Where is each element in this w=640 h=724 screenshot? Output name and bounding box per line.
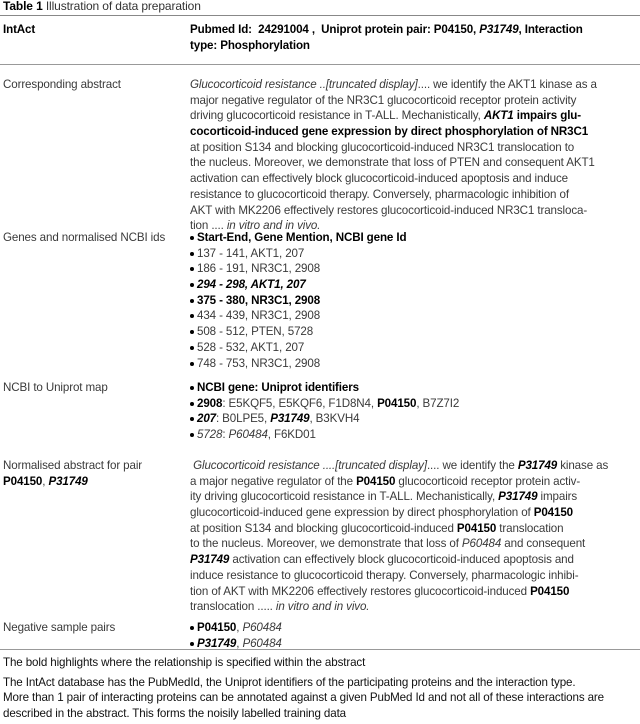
bullet-icon (190, 314, 194, 318)
text-segment: translocation ..... (190, 600, 276, 614)
text-line (3, 474, 188, 490)
text-line (190, 458, 640, 474)
text-segment: in vitro and in vivo. (226, 219, 321, 233)
text-segment: translocation (496, 521, 564, 535)
text-segment: P60484 (461, 537, 502, 551)
footnote: The IntAct database has the PubMedId, the Uniprot identifiers of the participating proteins and the interaction type. (3, 675, 576, 689)
bullet-icon (190, 362, 194, 366)
bullet-icon (190, 236, 194, 240)
row-content (190, 77, 640, 234)
bullet-item (190, 411, 640, 427)
text-line (3, 620, 188, 636)
text-segment: , (42, 474, 49, 488)
text-segment: P31749 (479, 23, 519, 36)
bullet-icon (190, 626, 194, 630)
text-segment: P31749 (48, 474, 88, 488)
text-segment: type: Phosphorylation (190, 38, 310, 52)
text-segment: activation can effectively block glucocorticoid-induced apoptosis and (229, 553, 574, 567)
text-segment: a major negative regulator of the (190, 474, 357, 488)
text-line (190, 474, 640, 490)
bullet-item (190, 246, 640, 262)
text-line (190, 203, 640, 219)
text-line (3, 22, 188, 38)
text-segment: P31749 (197, 636, 237, 650)
text-line (190, 171, 640, 187)
text-segment: and consequent (501, 537, 586, 551)
text-segment: the nucleus. Moreover, we demonstrate that loss of PTEN and consequent AKT1 (190, 156, 595, 170)
text-segment: , (236, 621, 243, 634)
text-line (190, 552, 640, 568)
bullet-icon (190, 252, 194, 256)
text-line (190, 521, 640, 537)
text-line (190, 505, 640, 521)
text-segment: 207 (197, 412, 216, 426)
top-rule (0, 15, 640, 16)
text-segment: Genes and normalised NCBI ids (3, 231, 166, 244)
text-segment: kinase as (557, 459, 609, 472)
text-segment: P04150 (3, 474, 43, 488)
text-line (190, 140, 640, 156)
footnotes (3, 655, 640, 722)
bullet-item (190, 396, 640, 412)
text-segment: 137 - 141, AKT1, 207 (197, 246, 305, 260)
text-segment: , (236, 636, 243, 650)
text-segment: P31749 (498, 490, 538, 504)
header-rule (0, 64, 640, 65)
text-segment: Pubmed Id: 24291004 , Uniprot protein pair: P04150, (190, 23, 480, 36)
bullet-icon (190, 433, 194, 437)
text-segment: P31749 (517, 459, 558, 472)
bullet-icon (190, 642, 194, 646)
text-segment: P04150 (377, 396, 417, 410)
bullet-item (190, 308, 640, 324)
bullet-item (190, 620, 640, 636)
text-segment: at position S134 and blocking glucocorticoid-induced (190, 521, 457, 535)
text-segment: Corresponding abstract (3, 78, 121, 91)
bullet-icon (190, 299, 194, 303)
text-segment: activation can effectively block glucocorticoid-induced apoptosis and induce (190, 172, 569, 186)
bullet-icon (190, 417, 194, 421)
text-segment: : B0LPE5, (215, 412, 271, 426)
text-segment: .... we identify the AKT1 kinase as a (417, 78, 597, 91)
text-line (190, 93, 640, 109)
text-segment: 375 - 380, NR3C1, 2908 (197, 293, 321, 307)
bullet-item (190, 261, 640, 277)
text-segment: ity driving glucocorticoid resistance in T-ALL. Mechanistically, (190, 490, 499, 504)
text-segment: P04150 (356, 474, 396, 488)
text-segment: driving glucocorticoid resistance in T-ALL. Mechanistically, (190, 109, 484, 123)
text-segment: P04150 (197, 621, 237, 634)
text-segment: 186 - 191, NR3C1, 2908 (197, 262, 321, 276)
bullet-item (190, 324, 640, 340)
text-segment: 434 - 439, NR3C1, 2908 (197, 309, 321, 323)
text-line (190, 38, 640, 54)
text-line (190, 489, 640, 505)
row-label (3, 380, 188, 396)
text-segment: P60484 (228, 428, 268, 442)
bullet-icon (190, 386, 194, 390)
text-line (3, 458, 188, 474)
bullet-icon (190, 402, 194, 406)
text-segment: : E5KQF5, E5KQF6, F1D8N4, (222, 396, 378, 410)
bullet-item (190, 356, 640, 372)
bullet-icon (190, 346, 194, 350)
text-segment: impairs glu- (513, 109, 581, 123)
text-segment: AKT1 (483, 109, 514, 123)
bullet-icon (190, 267, 194, 271)
text-segment: induce resistance to glucocorticoid therapy. Conversely, pharmacologic inhibi- (190, 568, 579, 582)
row-label (3, 230, 188, 246)
row-label (3, 458, 188, 489)
table-title: Illustration of data preparation (45, 0, 201, 13)
text-segment: 508 - 512, PTEN, 5728 (197, 325, 314, 339)
text-segment: , Interaction (518, 23, 583, 36)
bullet-item (190, 427, 640, 443)
text-segment: P60484 (242, 621, 282, 634)
text-segment: , F6KD01 (267, 428, 316, 442)
row-label (3, 77, 188, 93)
row-label (3, 22, 188, 38)
text-segment: 748 - 753, NR3C1, 2908 (197, 356, 321, 370)
text-segment: 2908 (197, 396, 223, 410)
bullet-icon (190, 283, 194, 287)
bullet-item (190, 340, 640, 356)
bullet-item (190, 380, 640, 396)
text-segment: NCBI to Uniprot map (3, 381, 108, 394)
text-segment: glucocorticoid-induced gene expression by direct phosphorylation of (190, 506, 534, 520)
text-segment: P60484 (242, 636, 282, 650)
row-content (190, 230, 640, 371)
text-segment: to the nucleus. Moreover, we demonstrate that loss of (190, 537, 462, 551)
text-line (190, 22, 640, 38)
text-segment: tion .... (190, 219, 227, 233)
row-label (3, 620, 188, 636)
text-segment: resistance to glucocorticoid therapy. Conversely, pharmacologic inhibition of (190, 187, 569, 201)
text-segment: tion of AKT with MK2206 effectively restores glucocorticoid-induced (190, 584, 531, 598)
bottom-rule (0, 649, 640, 650)
text-line (3, 380, 188, 396)
text-segment: 5728 (197, 428, 223, 442)
text-line (190, 187, 640, 203)
text-line (3, 230, 188, 246)
text-segment: , B7Z7I2 (416, 396, 460, 410)
row-content (190, 22, 640, 53)
bullet-item (190, 293, 640, 309)
row-content (190, 380, 640, 443)
text-segment: : (222, 428, 229, 442)
text-segment: Negative sample pairs (3, 621, 116, 634)
text-segment: Glucocorticoid resistance ..[truncated display] (190, 78, 418, 91)
text-segment: glucocorticoid receptor protein activ- (395, 474, 581, 488)
text-segment: P04150 (456, 521, 497, 535)
bullet-item (190, 277, 640, 293)
text-segment: impairs (537, 490, 578, 504)
footnote: More than 1 pair of interacting proteins can be annotated against a given PubMed Id and not all of these interactions are (3, 691, 604, 705)
text-segment: AKT with MK2206 effectively restores glucocorticoid-induced NR3C1 transloca- (190, 203, 588, 217)
text-line (190, 599, 640, 615)
text-segment: in vitro and in vivo. (275, 600, 370, 614)
text-line (3, 77, 188, 93)
text-segment: Normalised abstract for pair (3, 459, 143, 472)
text-line (190, 77, 640, 93)
text-segment: IntAct (3, 23, 36, 36)
table-caption (3, 0, 201, 13)
text-line (190, 155, 640, 171)
text-segment: P04150 (530, 584, 570, 598)
text-segment: .... we identify the (426, 459, 518, 472)
table-number: Table 1 (3, 0, 43, 13)
text-segment: 294 - 298, AKT1, 207 (197, 278, 306, 292)
text-segment: NCBI gene: Uniprot identifiers (197, 381, 359, 394)
text-segment: Glucocorticoid resistance ....[truncated display] (190, 459, 427, 472)
text-segment: 528 - 532, AKT1, 207 (197, 340, 305, 354)
footnote: described in the abstract. This forms the noisily labelled training data (3, 707, 347, 721)
text-segment: Start-End, Gene Mention, NCBI gene Id (197, 231, 407, 244)
text-segment: P31749 (270, 412, 310, 426)
text-segment: P31749 (190, 553, 230, 567)
text-line (190, 536, 640, 552)
text-line (190, 108, 640, 124)
row-content (190, 620, 640, 651)
text-segment: major negative regulator of the NR3C1 glucocorticoid receptor protein activity (190, 93, 577, 107)
bullet-item (190, 230, 640, 246)
text-line (190, 584, 640, 600)
text-segment: cocorticoid-induced gene expression by direct phosphorylation of NR3C1 (190, 125, 589, 139)
text-line (190, 568, 640, 584)
text-line (190, 124, 640, 140)
text-segment: , B3KVH4 (309, 412, 360, 426)
footnote: The bold highlights where the relationship is specified within the abstract (3, 656, 366, 669)
text-segment: at position S134 and blocking glucocorticoid-induced NR3C1 translocation to (190, 140, 575, 154)
bullet-icon (190, 330, 194, 334)
text-segment: P04150 (533, 506, 573, 520)
row-content (190, 458, 640, 615)
